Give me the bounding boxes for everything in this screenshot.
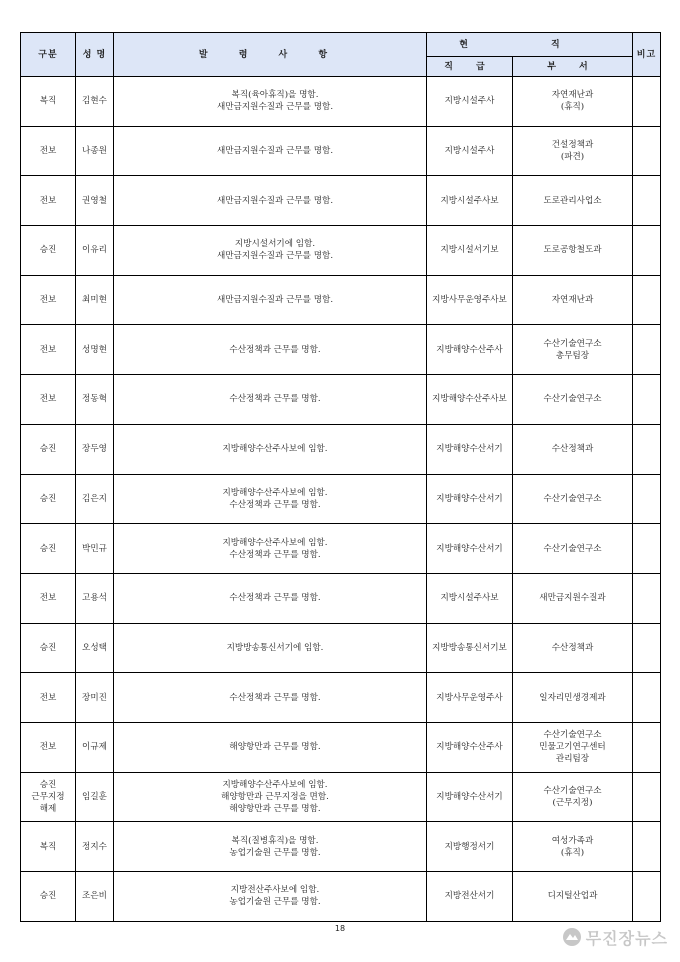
- order-cell-line: 새만금지원수질과 근무를 명함.: [216, 295, 334, 306]
- name-cell: 오성택: [76, 623, 114, 673]
- category-cell: [21, 126, 76, 176]
- table-row: [21, 524, 661, 574]
- category-cell: [21, 673, 76, 723]
- remarks-cell: [633, 524, 661, 574]
- order-cell-line: 지방시설서기에 임함.: [234, 239, 316, 250]
- department-cell-line: 일자리민생경제과: [539, 692, 606, 703]
- order-cell: [114, 822, 427, 872]
- order-cell: [114, 375, 427, 425]
- name-cell: 이유리: [76, 226, 114, 276]
- table-row: [21, 226, 661, 276]
- name-cell: 장두영: [76, 424, 114, 474]
- order-cell-line: 지방해양수산주사보에 임함.: [222, 537, 328, 548]
- category-cell-line: 승진: [39, 891, 57, 902]
- order-cell-line: 농업기술원 근무를 명함.: [229, 897, 321, 908]
- department-cell: [513, 325, 633, 375]
- category-cell: [21, 573, 76, 623]
- department-cell-line: 총무팀장: [555, 350, 590, 361]
- order-cell-line: 수산정책과 근무를 명함.: [229, 344, 321, 355]
- order-cell-line: 지방해양수산주사보에 임함.: [222, 444, 328, 455]
- department-cell-line: 수산기술연구소: [543, 338, 602, 349]
- department-cell-line: 도로관리사업소: [543, 195, 602, 206]
- rank-cell: 지방시설주사보: [427, 573, 513, 623]
- order-cell-line: 복직(육아휴직)을 명함.: [231, 90, 319, 101]
- category-cell-line: 전보: [39, 394, 57, 405]
- order-cell-line: 수산정책과 근무를 명함.: [229, 549, 321, 560]
- table-row: [21, 176, 661, 226]
- name-cell: 박민규: [76, 524, 114, 574]
- remarks-cell: [633, 275, 661, 325]
- remarks-cell: [633, 722, 661, 772]
- department-cell: [513, 772, 633, 822]
- header-rank: 직 급: [427, 57, 513, 77]
- department-cell: [513, 822, 633, 872]
- name-cell: 김은지: [76, 474, 114, 524]
- category-cell-line: 전보: [39, 593, 57, 604]
- category-cell: [21, 226, 76, 276]
- department-cell-line: 자연재난과: [551, 295, 594, 306]
- rank-cell: 지방시설주사: [427, 77, 513, 127]
- table-row: [21, 623, 661, 673]
- remarks-cell: [633, 176, 661, 226]
- category-cell: [21, 474, 76, 524]
- name-cell: 성명현: [76, 325, 114, 375]
- remarks-cell: [633, 623, 661, 673]
- department-cell: [513, 375, 633, 425]
- table-row: [21, 325, 661, 375]
- watermark: [562, 925, 668, 949]
- category-cell-line: 승진: [39, 543, 57, 554]
- rank-cell: 지방해양수산서기: [427, 474, 513, 524]
- table-row: [21, 722, 661, 772]
- name-cell: 고용석: [76, 573, 114, 623]
- header-name: 성 명: [76, 33, 114, 77]
- department-cell-line: (파견): [560, 152, 585, 163]
- category-cell: [21, 872, 76, 922]
- remarks-cell: [633, 375, 661, 425]
- category-cell-line: 전보: [39, 692, 57, 703]
- remarks-cell: [633, 772, 661, 822]
- rank-cell: 지방행정서기: [427, 822, 513, 872]
- table-row: [21, 772, 661, 822]
- header-category: 구분: [21, 33, 76, 77]
- header-order: 발 령 사 항: [114, 33, 427, 77]
- rank-cell: 지방해양수산주사보: [427, 375, 513, 425]
- category-cell: [21, 176, 76, 226]
- department-cell-line: (휴직): [560, 847, 585, 858]
- category-cell-line: 해제: [39, 803, 57, 814]
- rank-cell: 지방시설주사: [427, 126, 513, 176]
- department-cell-line: 수산기술연구소: [543, 785, 602, 796]
- header-department: 부 서: [513, 57, 633, 77]
- rank-cell: 지방해양수산서기: [427, 772, 513, 822]
- department-cell-line: 자연재난과: [551, 90, 594, 101]
- order-cell-line: 지방전산주사보에 임함.: [230, 885, 320, 896]
- department-cell-line: 민물고기연구센터: [539, 742, 606, 753]
- order-cell-line: 해양항만과 근무를 명함.: [229, 803, 321, 814]
- remarks-cell: [633, 474, 661, 524]
- order-cell-line: 지방방송통신서기에 임함.: [226, 642, 324, 653]
- watermark-logo-icon: [562, 927, 582, 947]
- order-cell: [114, 325, 427, 375]
- department-cell: [513, 77, 633, 127]
- department-cell: [513, 226, 633, 276]
- order-cell: [114, 77, 427, 127]
- category-cell-line: 승진: [39, 642, 57, 653]
- rank-cell: 지방사무운영주사: [427, 673, 513, 723]
- order-cell: [114, 524, 427, 574]
- department-cell: [513, 126, 633, 176]
- table-row: [21, 424, 661, 474]
- department-cell-line: 디지털산업과: [547, 891, 598, 902]
- category-cell: [21, 822, 76, 872]
- table-row: [21, 573, 661, 623]
- order-cell-line: 지방해양수산주사보에 임함.: [222, 487, 328, 498]
- category-cell-line: 승진: [39, 444, 57, 455]
- department-cell-line: 건설정책과: [551, 140, 594, 151]
- table-row: [21, 872, 661, 922]
- category-cell-line: 전보: [39, 195, 57, 206]
- order-cell: [114, 176, 427, 226]
- category-cell-line: 근무지정: [31, 791, 65, 802]
- department-cell-line: 수산정책과: [551, 642, 594, 653]
- order-cell-line: 새만금지원수질과 근무를 명함.: [216, 146, 334, 157]
- department-cell: [513, 474, 633, 524]
- remarks-cell: [633, 822, 661, 872]
- table-body: [21, 77, 661, 922]
- name-cell: 조은비: [76, 872, 114, 922]
- order-cell: [114, 772, 427, 822]
- order-cell: [114, 623, 427, 673]
- category-cell-line: 승진: [39, 245, 57, 256]
- department-cell: [513, 524, 633, 574]
- table-row: [21, 474, 661, 524]
- category-cell: [21, 325, 76, 375]
- category-cell-line: 승진: [39, 779, 57, 790]
- category-cell-line: 전보: [39, 742, 57, 753]
- order-cell-line: 복직(질병휴직)을 명함.: [231, 835, 319, 846]
- order-cell-line: 새만금지원수질과 근무를 명함.: [216, 102, 334, 113]
- department-cell-line: 새만금지원수질과: [539, 593, 606, 604]
- order-cell-line: 새만금지원수질과 근무를 명함.: [216, 251, 334, 262]
- order-cell-line: 농업기술원 근무를 명함.: [229, 847, 321, 858]
- remarks-cell: [633, 226, 661, 276]
- remarks-cell: [633, 126, 661, 176]
- department-cell: [513, 623, 633, 673]
- remarks-cell: [633, 872, 661, 922]
- category-cell: [21, 275, 76, 325]
- watermark-text: 무진장뉴스: [585, 928, 668, 948]
- name-cell: 나종원: [76, 126, 114, 176]
- table-row: [21, 822, 661, 872]
- order-cell-line: 지방해양수산주사보에 임함.: [222, 779, 328, 790]
- remarks-cell: [633, 673, 661, 723]
- header-remarks: 비고: [633, 33, 661, 77]
- rank-cell: 지방시설주사보: [427, 176, 513, 226]
- name-cell: 최미현: [76, 275, 114, 325]
- name-cell: 장미진: [76, 673, 114, 723]
- name-cell: 정지수: [76, 822, 114, 872]
- department-cell: [513, 722, 633, 772]
- category-cell-line: 전보: [39, 295, 57, 306]
- category-cell: [21, 772, 76, 822]
- table-row: [21, 673, 661, 723]
- category-cell: [21, 77, 76, 127]
- order-cell-line: 수산정책과 근무를 명함.: [229, 692, 321, 703]
- department-cell-line: 수산기술연구소: [543, 730, 602, 741]
- table-row: [21, 77, 661, 127]
- category-cell: [21, 524, 76, 574]
- rank-cell: 지방전산서기: [427, 872, 513, 922]
- department-cell: [513, 275, 633, 325]
- table-row: [21, 275, 661, 325]
- header-current-position: 현 직: [427, 33, 633, 57]
- order-cell-line: 해양항만과 근무를 명함.: [229, 742, 321, 753]
- name-cell: 임길훈: [76, 772, 114, 822]
- page-number: 18: [334, 924, 346, 933]
- rank-cell: 지방사무운영주사보: [427, 275, 513, 325]
- department-cell-line: 관리팀장: [555, 754, 590, 765]
- order-cell: [114, 126, 427, 176]
- department-cell: [513, 872, 633, 922]
- department-cell-line: 수산기술연구소: [543, 493, 602, 504]
- category-cell-line: 전보: [39, 344, 57, 355]
- order-cell-line: 해양항만과 근무지정을 면함.: [221, 791, 329, 802]
- remarks-cell: [633, 325, 661, 375]
- order-cell: [114, 275, 427, 325]
- category-cell-line: 복직: [39, 96, 57, 107]
- department-cell: [513, 673, 633, 723]
- category-cell: [21, 424, 76, 474]
- rank-cell: 지방해양수산서기: [427, 524, 513, 574]
- category-cell-line: 전보: [39, 146, 57, 157]
- rank-cell: 지방해양수산주사: [427, 722, 513, 772]
- category-cell: [21, 722, 76, 772]
- remarks-cell: [633, 424, 661, 474]
- order-cell: [114, 722, 427, 772]
- name-cell: 정동혁: [76, 375, 114, 425]
- order-cell: [114, 424, 427, 474]
- category-cell-line: 승진: [39, 493, 57, 504]
- order-cell: [114, 673, 427, 723]
- order-cell-line: 수산정책과 근무를 명함.: [229, 499, 321, 510]
- name-cell: 이규제: [76, 722, 114, 772]
- remarks-cell: [633, 77, 661, 127]
- category-cell: [21, 623, 76, 673]
- order-cell-line: 새만금지원수질과 근무를 명함.: [216, 195, 334, 206]
- department-cell-line: (휴직): [560, 102, 585, 113]
- header-row: [21, 33, 661, 57]
- remarks-cell: [633, 573, 661, 623]
- order-cell: [114, 872, 427, 922]
- department-cell-line: 수산기술연구소: [543, 543, 602, 554]
- department-cell-line: 도로공항철도과: [543, 245, 602, 256]
- personnel-order-table: [20, 32, 661, 922]
- department-cell: [513, 573, 633, 623]
- rank-cell: 지방시설서기보: [427, 226, 513, 276]
- order-cell-line: 수산정책과 근무를 명함.: [229, 593, 321, 604]
- department-cell-line: 여성가족과: [551, 835, 594, 846]
- rank-cell: 지방방송통신서기보: [427, 623, 513, 673]
- order-cell: [114, 226, 427, 276]
- department-cell-line: (근무지정): [552, 797, 593, 808]
- rank-cell: 지방해양수산서기: [427, 424, 513, 474]
- name-cell: 권영철: [76, 176, 114, 226]
- table-row: [21, 375, 661, 425]
- department-cell-line: 수산정책과: [551, 444, 594, 455]
- rank-cell: 지방해양수산주사: [427, 325, 513, 375]
- category-cell-line: 복직: [39, 841, 57, 852]
- department-cell: [513, 424, 633, 474]
- order-cell: [114, 573, 427, 623]
- department-cell: [513, 176, 633, 226]
- department-cell-line: 수산기술연구소: [543, 394, 602, 405]
- order-cell: [114, 474, 427, 524]
- category-cell: [21, 375, 76, 425]
- name-cell: 김현수: [76, 77, 114, 127]
- table-row: [21, 126, 661, 176]
- order-cell-line: 수산정책과 근무를 명함.: [229, 394, 321, 405]
